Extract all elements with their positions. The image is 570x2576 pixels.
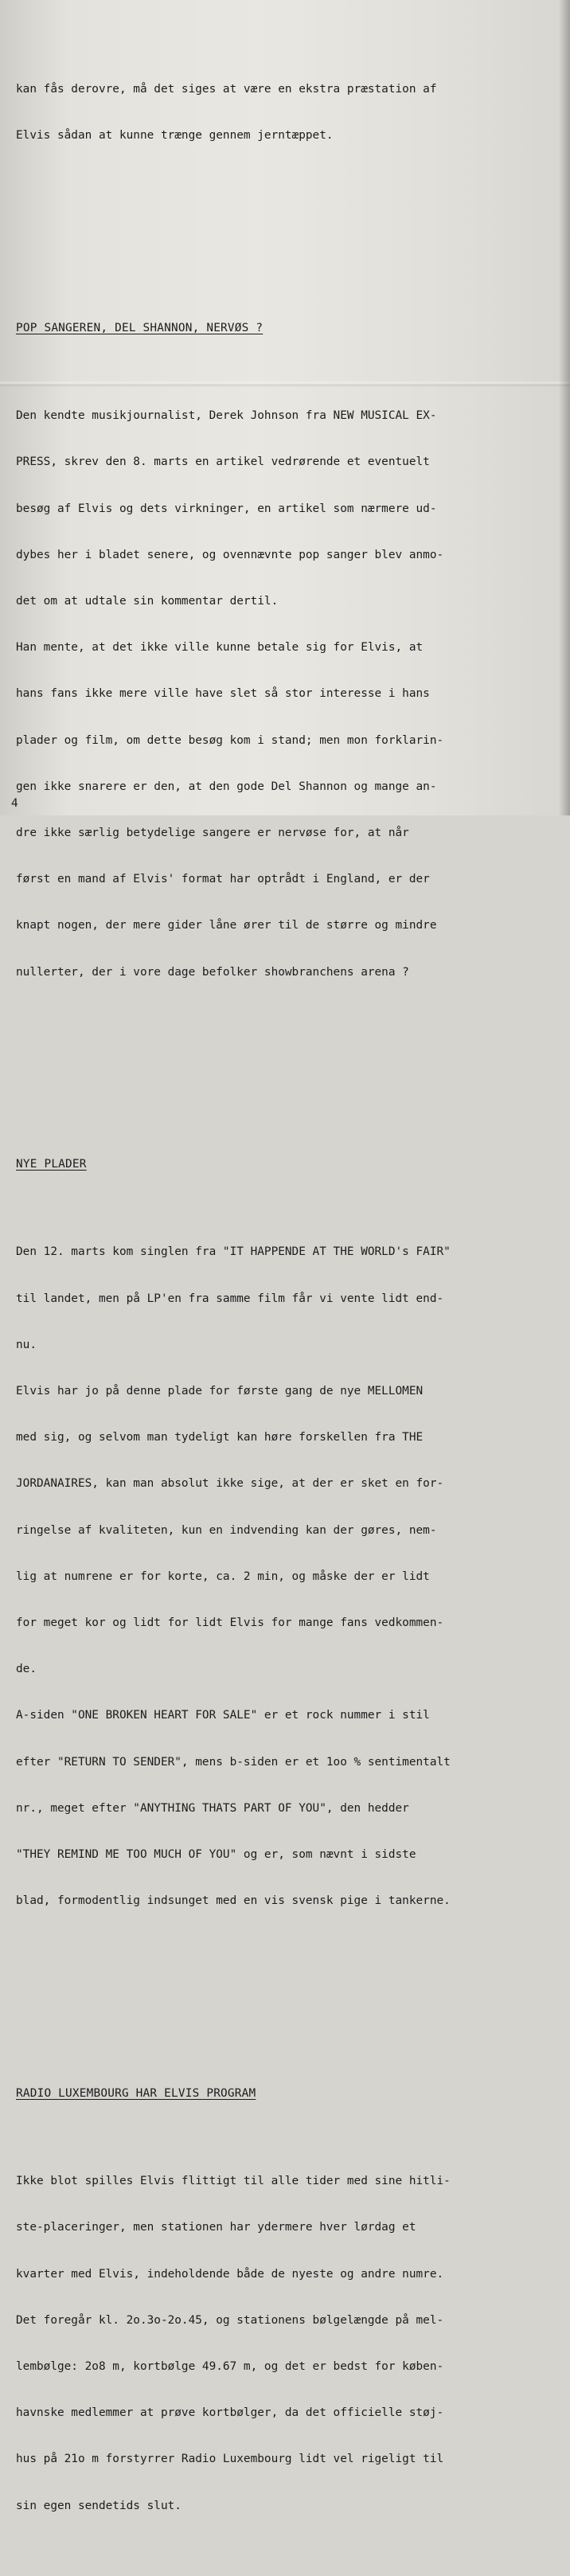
text-line: "THEY REMIND ME TOO MUCH OF YOU" og er, som nævnt i sidste <box>16 1848 416 1862</box>
text-line: nullerter, der i vore dage befolker showbranchens arena ? <box>16 965 409 979</box>
text-line: A-siden "ONE BROKEN HEART FOR SALE" er et rock nummer i stil <box>16 1709 430 1722</box>
text-line: blad, formodentlig indsunget med en vis svensk pige i tankerne. <box>16 1894 451 1908</box>
text-line: lig at numrene er for korte, ca. 2 min, og måske der er lidt <box>16 1569 430 1583</box>
section-heading: NYE PLADER <box>16 1158 87 1171</box>
section-nye-plader <box>16 1127 562 1941</box>
section-heading: POP SANGEREN, DEL SHANNON, NERVØS ? <box>16 322 264 335</box>
text-line: lembølge: 2o8 m, kortbølge 49.67 m, og det er bedst for køben- <box>16 2359 444 2373</box>
text-line: JORDANAIRES, kan man absolut ikke sige, at der er sket en for- <box>16 1477 444 1491</box>
text-line: nu. <box>16 1338 37 1351</box>
text-line: Den kendte musikjournalist, Derek Johnson fra NEW MUSICAL EX- <box>16 409 437 423</box>
text-line: for meget kor og lidt for lidt Elvis for mange fans vedkommen- <box>16 1616 444 1630</box>
text-line: besøg af Elvis og dets virkninger, en artikel som nærmere ud- <box>16 502 437 515</box>
page-number: 4 <box>11 797 18 810</box>
text-line: til landet, men på LP'en fra samme film får vi vente lidt end- <box>16 1292 444 1305</box>
text-line: gen ikke snarere er den, at den gode Del Shannon og mange an- <box>16 780 437 793</box>
text-line: dre ikke særlig betydelige sangere er nervøse for, at når <box>16 826 409 839</box>
text-line: Den 12. marts kom singlen fra "IT HAPPENDE AT THE WORLD's FAIR" <box>16 1245 451 1259</box>
text-line: knapt nogen, der mere gider låne ører til de større og mindre <box>16 919 437 932</box>
section-intro <box>16 51 562 174</box>
text-line: dybes her i bladet senere, og ovennævnte pop sanger blev anmo- <box>16 548 444 561</box>
text-line: Elvis sådan at kunne trænge gennem jerntæppet. <box>16 129 334 143</box>
text-line: sin egen sendetids slut. <box>16 2499 182 2512</box>
text-line: med sig, og selvom man tydeligt kan høre forskellen fra THE <box>16 1431 424 1444</box>
text-line: plader og film, om dette besøg kom i stand; men mon forklarin- <box>16 733 444 747</box>
text-line: havnske medlemmer at prøve kortbølger, da det officielle støj- <box>16 2406 444 2420</box>
text-line: det om at udtale sin kommentar dertil. <box>16 594 279 608</box>
text-line: kan fås derovre, må det siges at være en ekstra præstation af <box>16 83 437 96</box>
section-del-shannon <box>16 290 562 1010</box>
text-line: hus på 21o m forstyrrer Radio Luxembourg lidt vel rigeligt til <box>16 2453 444 2466</box>
section-radio-luxembourg <box>16 2055 562 2544</box>
text-line: Elvis har jo på denne plade for første gang de nye MELLOMEN <box>16 1385 424 1398</box>
text-line: nr., meget efter "ANYTHING THATS PART OF YOU", den hedder <box>16 1801 409 1815</box>
text-line: Ikke blot spilles Elvis flittigt til alle tider med sine hitli- <box>16 2175 451 2188</box>
text-line: kvarter med Elvis, indeholdende både de nyeste og andre numre. <box>16 2267 444 2281</box>
text-line: ringelse af kvaliteten, kun en indvending kan der gøres, nem- <box>16 1523 437 1537</box>
text-line: de. <box>16 1663 37 1676</box>
text-line: PRESS, skrev den 8. marts en artikel vedrørende et eventuelt <box>16 455 430 469</box>
section-heading: RADIO LUXEMBOURG HAR ELVIS PROGRAM <box>16 2087 256 2101</box>
text-line: først en mand af Elvis' format har optrådt i England, er der <box>16 873 430 886</box>
text-line: Det foregår kl. 2o.3o-2o.45, og stationens bølgelængde på mel- <box>16 2313 444 2327</box>
text-line: ste-placeringer, men stationen har ydermere hver lørdag et <box>16 2221 416 2234</box>
text-line: hans fans ikke mere ville have slet så stor interesse i hans <box>16 687 430 701</box>
text-line: Han mente, at det ikke ville kunne betale sig for Elvis, at <box>16 641 424 655</box>
text-line: efter "RETURN TO SENDER", mens b-siden er et 1oo % sentimentalt <box>16 1755 451 1769</box>
typed-text-body <box>16 5 562 2576</box>
